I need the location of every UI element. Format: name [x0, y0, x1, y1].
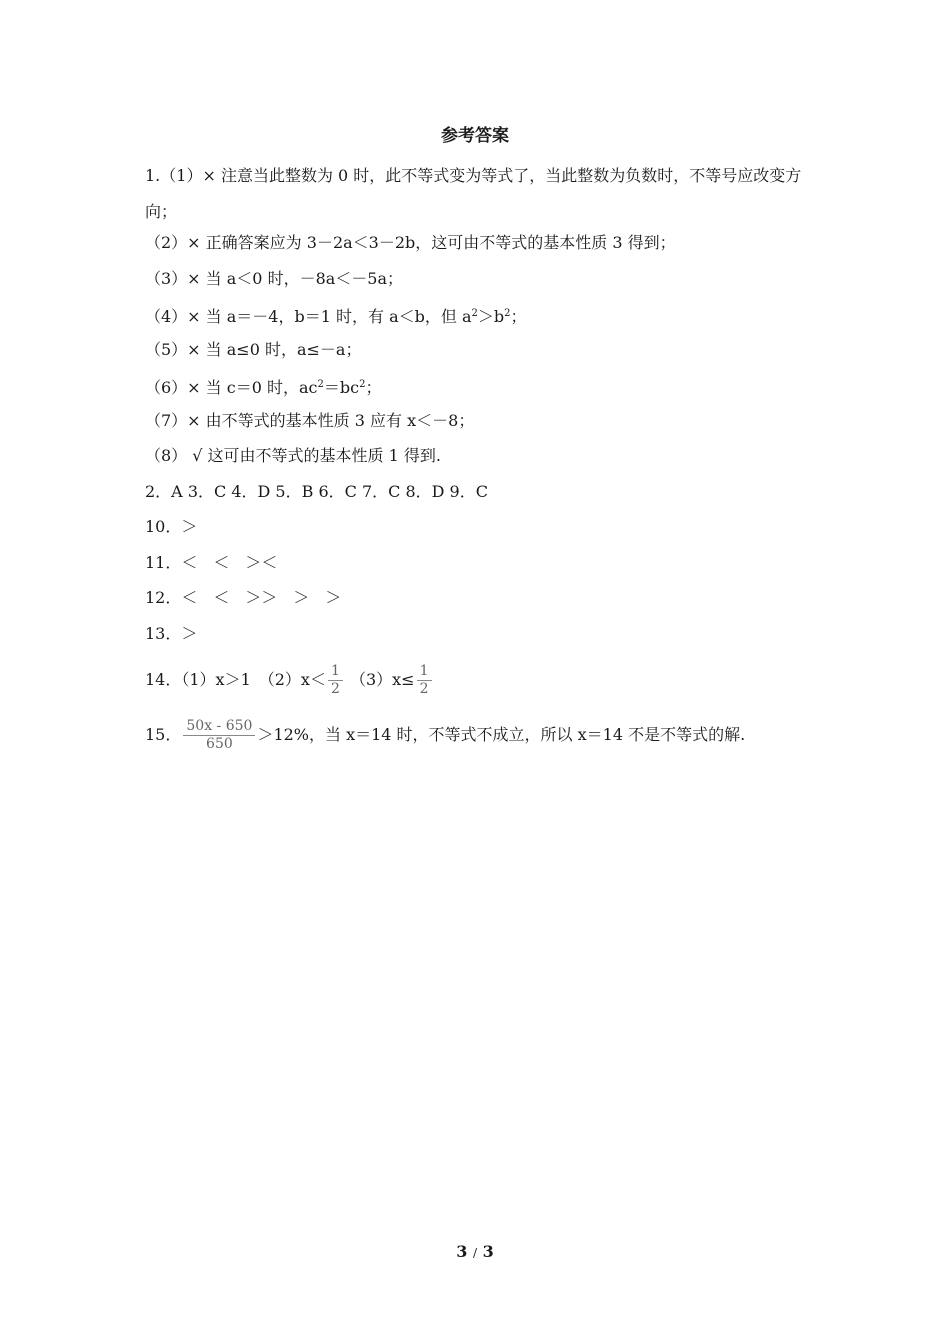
answer-1-part-7: （7）× 由不等式的基本性质 3 应有 x＜－8；: [145, 410, 475, 430]
superscript: 2: [504, 308, 511, 319]
page-title: 参考答案: [441, 126, 509, 146]
fraction-numerator: 50x - 650: [183, 718, 255, 736]
fraction-one-half: [417, 663, 432, 698]
answer-1-intro: 1.（1）× 注意当此整数为 0 时，此不等式变为等式了，当此整数为负数时，不等号应改变方向；: [145, 166, 802, 221]
text-segment: ；: [365, 378, 382, 397]
fraction-denominator: 2: [330, 681, 340, 697]
text-segment: ＞12%，当 x＝14 时，不等式不成立，所以 x＝14 不是不等式的解.: [257, 725, 746, 744]
fraction-expression: [183, 718, 255, 753]
page-number: [0, 1242, 950, 1261]
answer-1-part-4: [145, 300, 815, 336]
text-segment: 14．（1）x＞1 （2）x＜: [145, 670, 326, 689]
answer-14: [145, 655, 815, 705]
fraction-denominator: 2: [419, 681, 429, 697]
text-segment: （4）× 当 a＝－4，b＝1 时，有 a＜b，但 a: [145, 307, 472, 326]
answer-13: 13．＞: [145, 623, 198, 643]
answer-1-part-8: （8） √ 这可由不等式的基本性质 1 得到.: [145, 446, 441, 465]
answer-1-part-3: （3）× 当 a＜0 时，－8a＜－5a；: [145, 268, 404, 288]
superscript: 2: [471, 308, 478, 319]
text-segment: ；: [510, 307, 527, 326]
current-page: 3: [456, 1242, 468, 1261]
fraction-numerator: 1: [328, 663, 343, 681]
answers-2-to-9: 2．A 3．C 4．D 5．B 6．C 7．C 8．D 9．C: [145, 481, 488, 501]
fraction-numerator: 1: [417, 663, 432, 681]
text-segment: ＞b: [477, 307, 505, 326]
answer-content: [145, 158, 815, 765]
text-segment: 15．: [145, 725, 182, 744]
page-separator: /: [472, 1246, 478, 1260]
answer-15: [145, 705, 815, 765]
fraction-denominator: 650: [206, 736, 233, 752]
superscript: 2: [317, 379, 324, 390]
answer-1-part-2: （2）× 正确答案应为 3－2a＜3－2b，这可由不等式的基本性质 3 得到；: [145, 233, 676, 252]
fraction-one-half: [328, 663, 343, 698]
answer-12: 12．＜ ＜ ＞＞ ＞ ＞: [145, 588, 342, 607]
answer-10: 10．＞: [145, 517, 198, 536]
answer-1-part-6: [145, 371, 815, 407]
answer-11: 11．＜ ＜ ＞＜: [145, 552, 278, 572]
text-segment: （3）x≤: [349, 670, 415, 689]
superscript: 2: [359, 379, 366, 390]
total-pages: 3: [482, 1242, 494, 1261]
answer-1-part-5: （5）× 当 a≤0 时，a≤－a；: [145, 339, 362, 359]
text-segment: （6）× 当 c＝0 时，ac: [145, 378, 318, 397]
text-segment: ＝bc: [323, 378, 360, 397]
